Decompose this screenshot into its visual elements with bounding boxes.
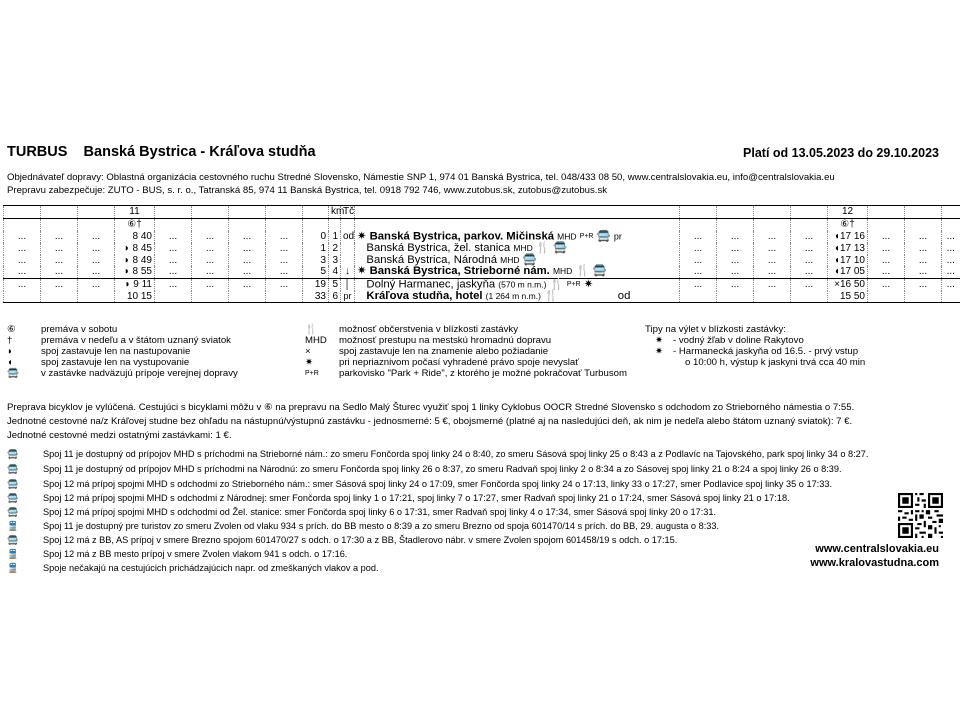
- bus-icon: 🚍: [7, 368, 19, 379]
- legend-item: ⑥ premáva v sobotu: [7, 324, 118, 335]
- fork-knife-icon: 🍴: [549, 278, 564, 291]
- stop-row: 10 15 33 6 pr Kráľova studňa, hotel (1 264 m n.m.) 🍴 od 15 50: [4, 291, 960, 303]
- legend-item: ✷ pri nepriaznivom počasí vyhradené právo spoje nevyslať: [305, 357, 579, 368]
- weather-icon: ✷: [305, 357, 314, 368]
- fork-knife-icon: 🍴: [535, 242, 550, 255]
- cross-icon: †: [7, 335, 13, 346]
- stop-name: ✷ Banská Bystrica, parkov. Mičinská MHD P+R 🚍 pr: [355, 231, 680, 243]
- bus-icon: 🚍: [7, 493, 19, 503]
- legend-left: [7, 324, 238, 379]
- stop-name: ✷ Banská Bystrica, Strieborné nám. MHD 🍴 🚍: [355, 266, 680, 278]
- weather-icon: ✷: [357, 265, 367, 278]
- bus-icon: 🚍: [7, 479, 19, 489]
- bus-icon: 🚍: [7, 535, 19, 545]
- km-value: 3: [303, 255, 329, 267]
- departure-back: ×16 50: [828, 278, 868, 291]
- tc-value: 2: [329, 243, 341, 255]
- tip-item: ✷ - vodný žľab v doline Rakytovo: [654, 335, 804, 346]
- stop-name: Banská Bystrica, žel. stanica MHD 🍴 🚍: [355, 243, 680, 255]
- website-kralovastudna[interactable]: www.kralovastudna.com: [810, 557, 939, 569]
- connection-item: 🚍 Spoj 11 je dostupný od prípojov MHD s príchodmi na Národnú: zo smeru Fončorda spoj linky 26 o 8:37, zo smeru Radvaň spoj linky 2 o 8:34 a zo Sásovej spoj linky 21 o 8:24 a spoj linky 26 o 8:39.: [7, 464, 842, 474]
- bus-icon: 🚍: [7, 507, 19, 517]
- trip-tips: [645, 324, 865, 368]
- km-value: 19: [303, 278, 329, 291]
- bus-icon: 🚍: [522, 253, 537, 266]
- departure-out: ◗ 9 11: [115, 278, 155, 291]
- tc-header: Tč: [341, 206, 355, 219]
- tips-title: Tipy na výlet v blízkosti zastávky:: [645, 324, 786, 335]
- trip-number-back: 12: [828, 206, 868, 219]
- fork-knife-icon: 🍴: [305, 324, 317, 335]
- fork-knife-icon: 🍴: [575, 265, 590, 278]
- timetable-header: [4, 206, 960, 219]
- tc-value: 5: [329, 278, 341, 291]
- fare-note: Jednotné cestovné na/z Kráľovej studne bez ohľadu na nástupnú/výstupnú zastávku - jednosmerné: 5 €, obojsmerné (platné aj na nasledujúci deň, ak nim je nedeľa alebo štátom uznaný sviatok): 7 €.: [7, 416, 853, 427]
- stop-name: Dolný Harmanec, jaskyňa (570 m n.m.) 🍴 P+R ✷: [355, 278, 680, 291]
- legend-item: ◖ spoj zastavuje len na vystupovanie: [7, 357, 190, 368]
- connection-item: 🚍 Spoj 12 má z BB, AS prípoj v smere Brezno spojom 601470/27 s odch. o 17:30 a z BB, Štadlerovo nábr. v smere Zvolen spojom 601458/19 s odch. o 17:15.: [7, 535, 678, 545]
- train-icon: 🚆: [7, 549, 19, 559]
- km-header: km: [329, 206, 341, 219]
- departure-out: ◗ 8 49: [115, 255, 155, 267]
- km-value: 1: [303, 243, 329, 255]
- mhd-label: MHD: [305, 335, 327, 346]
- connection-item: 🚍 Spoj 12 má prípoj spojmi MHD s odchodmi zo Strieborného nám.: smer Sásová spoj linky 24 o 17:09, smer Fončorda spoj linky 24 o 17:13, linky 33 o 17:27, smer Podlavice spoj linky 35 o 17:33.: [7, 479, 832, 489]
- bus-icon: 🚍: [7, 464, 19, 474]
- bus-icon: 🚍: [7, 449, 19, 459]
- legend-item: MHD možnosť prestupu na mestskú hromadnú dopravu: [305, 335, 552, 346]
- park-ride-icon: P+R: [579, 233, 594, 240]
- departure-back: ◖17 05: [828, 266, 868, 278]
- legend-item: P+R parkovisko "Park + Ride", z ktorého je možné pokračovať Turbusom: [305, 368, 627, 379]
- departure-out: ◗ 8 55: [115, 266, 155, 278]
- park-ride-icon: P+R: [305, 369, 319, 377]
- connection-item: 🚍 Spoj 12 má prípoj spojmi MHD s odchodmi od Žel. stanice: smer Fončorda spoj linky 6 o 17:31, smer Radvaň spoj linky 4 o 17:34, smer Sásová spoj linky 20 o 17:31.: [7, 507, 717, 517]
- connection-item: 🚍 Spoj 12 má prípoj spojmi MHD s odchodmi z Národnej: smer Fončorda spoj linky 1 o 17:21, spoj linky 7 o 17:27, smer Radvaň spoj linky 21 o 17:24, smer Sásová spoj linky 21 o 17:18.: [7, 493, 790, 503]
- stop-name: Banská Bystrica, Národná MHD 🚍: [355, 255, 680, 267]
- operator-name: TURBUS: [7, 144, 68, 160]
- saturday-icon: ⑥: [7, 324, 16, 335]
- train-icon: 🚆: [7, 563, 19, 573]
- tc-value: 3: [329, 255, 341, 267]
- legend-item: † premáva v nedeľu a v štátom uznaný sviatok: [7, 335, 231, 346]
- tc-value: 1: [329, 231, 341, 243]
- validity-period: Platí od 13.05.2023 do 29.10.2023: [743, 146, 939, 160]
- connection-item: 🚆 Spoj 11 je dostupný pre turistov zo smeru Zvolen od vlaku 934 s prích. do BB mesto o 8:39 a zo smeru Brezno od spoja 601470/14 s prích. do BB, 29. augusta o 8:33.: [7, 521, 720, 531]
- legend-item: × spoj zastavuje len na znamenie alebo požiadanie: [305, 346, 549, 357]
- train-icon: 🚆: [7, 521, 19, 531]
- stop-row: ... ... ... ◗ 9 11 ... ... ... ... 19 5 │ Dolný Harmanec, jaskyňa (570 m n.m.) 🍴 P+R ✷ ... ... ... ... ×16 50 ... ... ...: [4, 278, 960, 291]
- departure-back: 15 50: [828, 291, 868, 303]
- weather-icon: ✷: [583, 278, 594, 291]
- legend-middle: [305, 324, 627, 379]
- legend-item: ◗ spoj zastavuje len na nastupovanie: [7, 346, 191, 357]
- connection-item: 🚆 Spoj 12 má z BB mesto prípoj v smere Zvolen vlakom 941 s odch. o 17:16.: [7, 549, 348, 559]
- legend-item: 🍴 možnosť občerstvenia v blízkosti zastávky: [305, 324, 519, 335]
- trip-symbols-row: [4, 219, 960, 232]
- tip-item: ✷ - Harmanecká jaskyňa od 16.5. - prvý vstup: [654, 346, 859, 357]
- departure-back: ◖17 13: [828, 243, 868, 255]
- trip-out-symbols: ⑥†: [115, 219, 155, 232]
- connection-item: 🚆 Spoje nečakajú na cestujúcich prichádzajúcich napr. od zmeškaných vlakov a pod.: [7, 563, 379, 573]
- weather-icon: ✷: [357, 230, 367, 243]
- stop-name: Kráľova studňa, hotel (1 264 m n.m.) 🍴 od: [355, 291, 680, 303]
- bus-icon: 🚍: [553, 242, 568, 255]
- departure-out: 10 15: [115, 291, 155, 303]
- km-value: 5: [303, 266, 329, 278]
- tc-value: 4: [329, 266, 341, 278]
- route-name: Banská Bystrica - Kráľova studňa: [83, 144, 316, 160]
- stop-row: ... ... ... ◗ 8 49 ... ... ... ... 3 3 Banská Bystrica, Národná MHD 🚍 ... ... ... ... ◖17 10 ... ... ...: [4, 255, 960, 267]
- stop-row: ... ... ... ◗ 8 45 ... ... ... ... 1 2 Banská Bystrica, žel. stanica MHD 🍴 🚍 ... ... ... ... ◖17 13 ... ... ...: [4, 243, 960, 255]
- alighting-icon: ◖: [7, 357, 13, 368]
- departure-out: ◗ 8 45: [115, 243, 155, 255]
- departure-back: ◖17 10: [828, 255, 868, 267]
- km-value: 0: [303, 231, 329, 243]
- trip-back-symbols: ⑥†: [828, 219, 868, 232]
- connection-item: 🚍 Spoj 11 je dostupný od prípojov MHD s príchodmi na Strieborné nám.: zo smeru Fončorda spoj linky 24 o 8:40, zo smeru Sásová spoj linky 25 o 8:43 a z Podlavíc na Tajovského, park spoj linky 34 o 8:27.: [7, 449, 869, 459]
- page-title: [7, 144, 316, 160]
- fare-note-2: Jednotné cestovné medzi ostatnými zastávkami: 1 €.: [7, 430, 232, 441]
- qr-code: [898, 493, 943, 538]
- carrier-info: Prepravu zabezpečuje: ZUTO - BUS, s. r. o., Tatranská 85, 974 11 Banská Bystrica, tel. 0918 792 746, www.zutobus.sk, zutobus@zutobus.sk: [7, 185, 608, 196]
- park-ride-icon: P+R: [566, 280, 581, 288]
- trip-number-out: 11: [115, 206, 155, 219]
- legend-item: 🚍 v zastávke nadväzujú prípoje verejnej dopravy: [7, 368, 238, 379]
- fork-knife-icon: 🍴: [544, 289, 559, 302]
- timetable: [3, 205, 960, 303]
- departure-out: 8 40: [115, 231, 155, 243]
- request-stop-icon: ×: [305, 346, 311, 357]
- tip-item: o 10:00 h, výstup k jaskyni trvá cca 40 min: [685, 357, 866, 368]
- stop-row: ... ... ... 8 40 ... ... ... ... 0 1 od ✷ Banská Bystrica, parkov. Mičinská MHD P+R 🚍 pr ... ... ... ... ◖17 16 ... ... ...: [4, 231, 960, 243]
- tc-value: 6: [329, 291, 341, 303]
- departure-back: ◖17 16: [828, 231, 868, 243]
- bus-icon: 🚍: [592, 265, 607, 278]
- boarding-icon: ◗: [7, 346, 13, 357]
- bus-icon: 🚍: [596, 230, 611, 243]
- website-centralslovakia[interactable]: www.centralslovakia.eu: [815, 543, 939, 555]
- km-value: 33: [303, 291, 329, 303]
- bicycle-note: Preprava bicyklov je vylúčená. Cestujúci s bicyklami môžu v ⑥ na prepravu na Sedlo Malý Šturec využiť spoj 1 linky Cyklobus OOCR Stredné Slovensko s odchodom zo Strieborného námestia o 7:55.: [7, 402, 855, 413]
- orderer-info: Objednávateľ dopravy: Oblastná organizácia cestovného ruchu Stredné Slovensko, Námestie SNP 1, 974 01 Banská Bystrica, tel. 048/433 08 50, www.centralslovakia.eu, info@centralslovakia.eu: [7, 172, 835, 183]
- stop-row: ... ... ... ◗ 8 55 ... ... ... ... 5 4 ↓ ✷ Banská Bystrica, Strieborné nám. MHD 🍴 🚍 ... ... ... ... ◖17 05 ... ... ...: [4, 266, 960, 278]
